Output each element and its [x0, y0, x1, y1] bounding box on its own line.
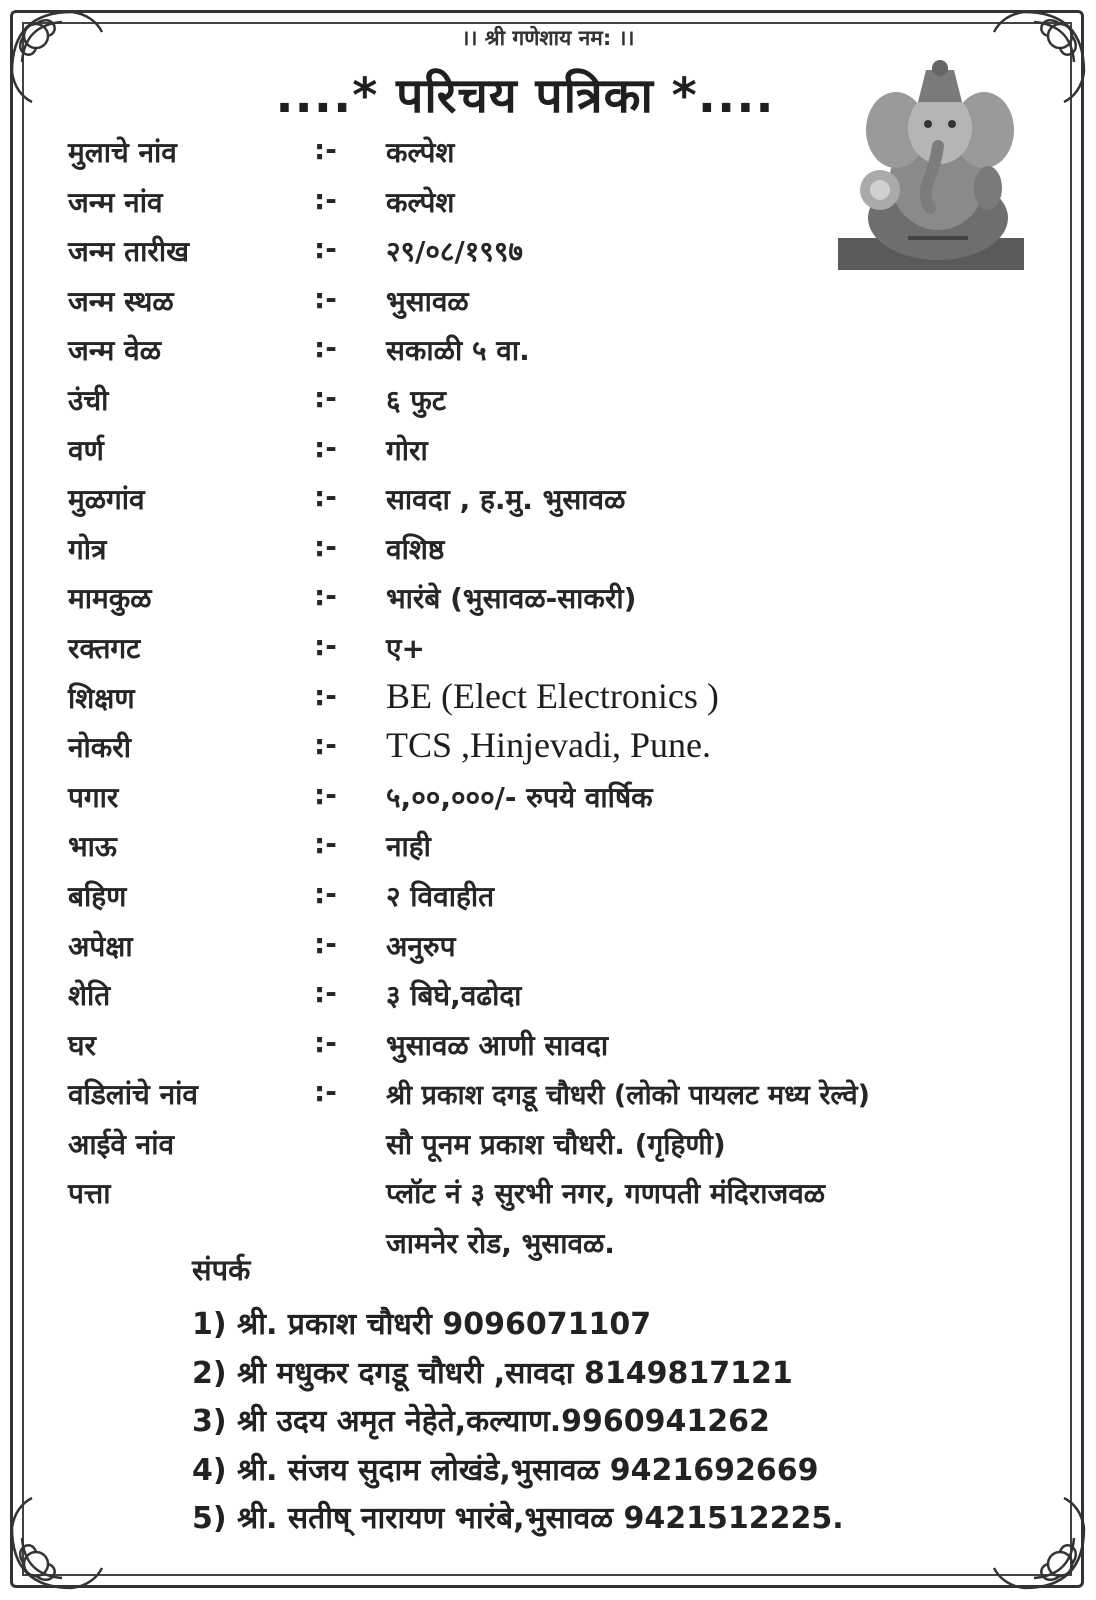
detail-separator: :-	[314, 430, 337, 464]
detail-value: भुसावळ	[386, 284, 469, 318]
contact-line: 2) श्री मधुकर दगडू चौधरी ,सावदा 8149817121	[192, 1355, 793, 1391]
ornamental-corner-icon	[2, 2, 112, 112]
ornamental-corner-icon	[984, 1488, 1094, 1598]
detail-separator: :-	[314, 1075, 337, 1109]
detail-separator: :-	[314, 331, 337, 365]
detail-value: सकाळी ५ वा.	[386, 334, 530, 368]
detail-value: २ विवाहीत	[386, 879, 495, 913]
detail-separator: :-	[314, 232, 337, 266]
page-title: ....* परिचय पत्रिका *....	[275, 68, 775, 124]
detail-label: शिक्षण	[68, 681, 135, 715]
detail-label: मामकुळ	[68, 582, 152, 616]
detail-value: नाही	[386, 830, 431, 864]
details-list	[68, 133, 1058, 1274]
detail-separator: :-	[314, 976, 337, 1010]
invocation-text: ।। श्री गणेशाय नम: ।।	[461, 26, 635, 50]
detail-label: पगार	[68, 780, 119, 814]
detail-row	[68, 232, 1058, 282]
detail-separator: :-	[314, 182, 337, 216]
detail-row	[68, 530, 1058, 580]
detail-value: २९/०८/१९९७	[386, 235, 523, 269]
detail-separator: :-	[314, 678, 337, 712]
detail-row	[68, 1125, 1058, 1175]
detail-label: शेति	[68, 979, 111, 1013]
detail-value: ए+	[386, 631, 425, 665]
detail-label: अपेक्षा	[68, 929, 133, 963]
detail-label: आईवे नांव	[68, 1127, 175, 1161]
detail-separator: :-	[314, 133, 337, 166]
detail-label: उंची	[68, 383, 109, 417]
detail-separator: :-	[314, 380, 337, 414]
detail-value: प्लॉट नं ३ सुरभी नगर, गणपती मंदिराजवळ	[386, 1177, 826, 1211]
detail-value: ६ फुट	[386, 383, 447, 417]
detail-row	[68, 579, 1058, 629]
detail-separator: :-	[314, 628, 337, 662]
detail-row	[68, 976, 1058, 1026]
detail-label: जन्म तारीख	[68, 235, 189, 269]
detail-row	[68, 1026, 1058, 1076]
detail-separator: :-	[314, 529, 337, 563]
detail-separator: :-	[314, 876, 337, 910]
detail-row	[68, 381, 1058, 431]
detail-value: ५,००,०००/- रुपये वार्षिक	[386, 780, 653, 814]
detail-row	[68, 927, 1058, 977]
detail-separator: :-	[314, 579, 337, 613]
detail-value: श्री प्रकाश दगडू चौधरी (लोको पायलट मध्य रेल्वे)	[386, 1080, 870, 1112]
detail-separator: :-	[314, 777, 337, 811]
detail-value: TCS ,Hinjevadi, Pune.	[386, 725, 711, 766]
detail-label: भाऊ	[68, 830, 117, 864]
detail-value: वशिष्ठ	[386, 532, 445, 566]
detail-row	[68, 183, 1058, 233]
detail-row	[68, 629, 1058, 679]
detail-row	[68, 133, 1058, 183]
detail-label: मुळगांव	[68, 483, 145, 517]
detail-row	[68, 331, 1058, 381]
detail-label: वडिलांचे नांव	[68, 1078, 198, 1112]
detail-label: जन्म वेळ	[68, 334, 162, 368]
detail-label: पत्ता	[68, 1177, 111, 1211]
detail-label: मुलाचे नांव	[68, 136, 177, 169]
detail-label: बहिण	[68, 879, 127, 913]
detail-value: भारंबे (भुसावळ-साकरी)	[386, 582, 637, 616]
detail-row	[68, 282, 1058, 332]
detail-label: गोत्र	[68, 532, 107, 566]
contact-heading: संपर्क	[192, 1253, 251, 1287]
detail-row	[68, 827, 1058, 877]
detail-separator: :-	[314, 827, 337, 861]
detail-row	[68, 480, 1058, 530]
detail-row	[68, 725, 1058, 778]
ornamental-corner-icon	[2, 1488, 112, 1598]
detail-value: BE (Elect Electronics )	[386, 675, 719, 716]
detail-separator: :-	[314, 926, 337, 960]
detail-value: जामनेर रोड, भुसावळ.	[386, 1227, 615, 1261]
contact-line: 1) श्री. प्रकाश चौधरी 9096071107	[192, 1307, 652, 1342]
detail-row	[68, 1174, 1058, 1224]
detail-value: ३ बिघे,वढोदा	[386, 979, 522, 1013]
contact-line: 5) श्री. सतीष् नारायण भारंबे,भुसावळ 9421512225.	[192, 1501, 844, 1536]
detail-separator: :-	[314, 480, 337, 514]
detail-separator: :-	[314, 1025, 337, 1059]
detail-separator: :-	[314, 281, 337, 315]
detail-row	[68, 1075, 1058, 1125]
detail-value: कल्पेश	[386, 136, 455, 169]
detail-row	[68, 675, 1058, 729]
contact-line: 3) श्री उदय अमृत नेहेते,कल्याण.9960941262	[192, 1404, 770, 1439]
detail-value: अनुरुप	[386, 929, 456, 963]
detail-label: घर	[68, 1028, 97, 1062]
detail-value: गोरा	[386, 433, 428, 467]
contact-section	[192, 1250, 844, 1545]
detail-label: जन्म स्थळ	[68, 284, 174, 318]
detail-label: नोकरी	[68, 731, 132, 765]
detail-row	[68, 431, 1058, 481]
contact-line: 4) श्री. संजय सुदाम लोखंडे,भुसावळ 9421692669	[192, 1452, 819, 1488]
detail-value: सौ पूनम प्रकाश चौधरी. (गृहिणी)	[386, 1127, 726, 1161]
detail-value: सावदा , ह.मु. भुसावळ	[386, 483, 626, 517]
detail-label: रक्तगट	[68, 631, 141, 665]
detail-row	[68, 778, 1058, 828]
detail-separator: :-	[314, 728, 337, 762]
detail-row	[68, 877, 1058, 927]
detail-label: जन्म नांव	[68, 185, 163, 219]
detail-label: वर्ण	[68, 433, 104, 467]
detail-value: भुसावळ आणी सावदा	[386, 1028, 609, 1062]
detail-value: कल्पेश	[386, 185, 455, 219]
